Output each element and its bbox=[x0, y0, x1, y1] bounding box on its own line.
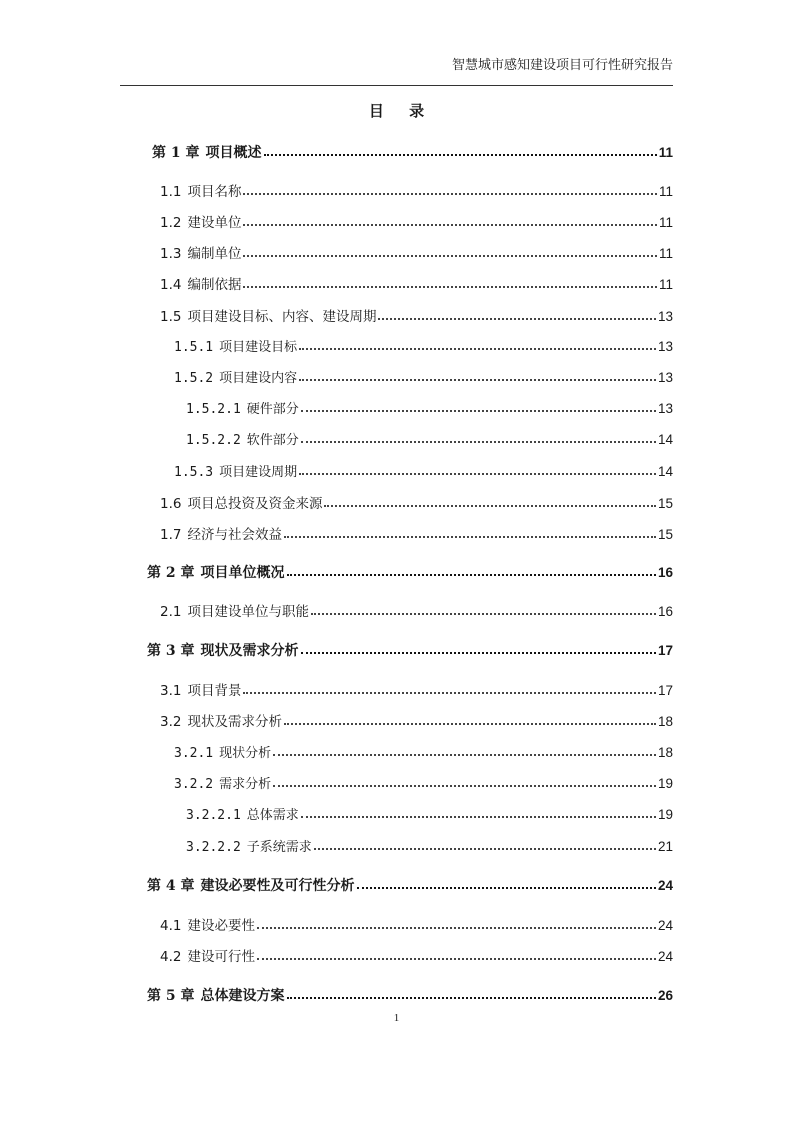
toc-entry-page: 18 bbox=[657, 745, 673, 760]
toc-entry-title: 现状及需求分析 bbox=[200, 643, 299, 659]
toc-entry-title: 子系统需求 bbox=[246, 840, 312, 855]
running-header bbox=[120, 55, 673, 86]
toc-entry[interactable] bbox=[152, 142, 673, 162]
dot-leader bbox=[299, 336, 656, 350]
toc-entry-page: 17 bbox=[657, 643, 673, 658]
toc-entry-label bbox=[174, 367, 297, 386]
toc-entry-number: 4.2 bbox=[160, 949, 182, 965]
toc-entry-page: 24 bbox=[657, 918, 673, 933]
toc-entry[interactable] bbox=[186, 804, 673, 824]
toc-entry-title: 建设必要性 bbox=[187, 918, 255, 934]
toc-entry-label bbox=[147, 562, 285, 582]
toc-entry-page: 19 bbox=[657, 807, 673, 822]
toc-entry-number: 4.1 bbox=[160, 918, 182, 934]
toc-entry-number: 1.5.2 bbox=[174, 371, 214, 386]
toc-entry-title: 项目单位概况 bbox=[200, 565, 285, 581]
toc-entry-label bbox=[186, 836, 312, 855]
toc-entry-title: 项目建设单位与职能 bbox=[187, 604, 309, 620]
page-number: 1 bbox=[393, 1012, 400, 1024]
dot-leader bbox=[287, 985, 656, 999]
dot-leader bbox=[273, 773, 656, 787]
toc-entry[interactable] bbox=[160, 305, 673, 325]
toc-entry-number: 2.1 bbox=[160, 604, 182, 620]
toc-entry[interactable] bbox=[186, 836, 673, 856]
toc-entry[interactable] bbox=[147, 985, 673, 1005]
toc-entry-number: 3.2.2 bbox=[174, 777, 214, 792]
dot-leader bbox=[273, 742, 656, 756]
dot-leader bbox=[243, 274, 657, 288]
dot-leader bbox=[257, 915, 656, 929]
toc-entry-number: 3.1 bbox=[160, 683, 182, 699]
toc-entry-title: 项目名称 bbox=[187, 184, 242, 200]
toc-entry[interactable] bbox=[160, 914, 673, 934]
toc-entry-title: 经济与社会效益 bbox=[187, 527, 282, 543]
toc-entry-page: 24 bbox=[657, 878, 673, 893]
toc-entry-label bbox=[147, 985, 285, 1005]
toc-entry-label bbox=[160, 523, 282, 543]
toc-entry-label bbox=[147, 640, 299, 660]
toc-entry-title: 项目总投资及资金来源 bbox=[187, 496, 323, 512]
toc-entry-title: 项目建设周期 bbox=[219, 465, 298, 480]
dot-leader bbox=[378, 306, 655, 320]
toc-entry-page: 11 bbox=[658, 277, 673, 292]
toc-entry-label bbox=[160, 679, 241, 699]
toc-entry[interactable] bbox=[160, 600, 673, 620]
toc-entry-title: 建设必要性及可行性分析 bbox=[200, 878, 355, 894]
toc-entry-label bbox=[147, 875, 355, 895]
toc-entry-number: 3.2.1 bbox=[174, 746, 214, 761]
toc-entry[interactable] bbox=[174, 742, 673, 762]
dot-leader bbox=[243, 680, 655, 694]
toc-entry-number: 1.7 bbox=[160, 527, 182, 543]
toc-entry[interactable] bbox=[174, 461, 673, 481]
toc-entry-page: 19 bbox=[657, 776, 673, 791]
toc-entry-page: 18 bbox=[657, 714, 673, 729]
toc-entry-title: 总体建设方案 bbox=[200, 988, 285, 1004]
toc-entry-number: 3.2 bbox=[160, 714, 182, 730]
toc-entry-label bbox=[160, 914, 255, 934]
dot-leader bbox=[299, 367, 656, 381]
dot-leader bbox=[301, 804, 656, 818]
toc-entry-page: 16 bbox=[657, 604, 673, 619]
toc-entry-title: 软件部分 bbox=[246, 433, 299, 448]
toc-entry-page: 11 bbox=[658, 246, 673, 261]
toc-entry-page: 13 bbox=[657, 339, 673, 354]
toc-entry[interactable] bbox=[160, 945, 673, 965]
dot-leader bbox=[301, 398, 656, 412]
toc-entry-title: 硬件部分 bbox=[246, 402, 299, 417]
dot-leader bbox=[257, 946, 656, 960]
toc-entry-number: 第 3 章 bbox=[147, 643, 195, 659]
toc-entry-number: 3.2.2.2 bbox=[186, 840, 241, 855]
dot-leader bbox=[311, 601, 656, 615]
toc-entry-title: 现状及需求分析 bbox=[187, 714, 282, 730]
toc-entry[interactable] bbox=[160, 211, 673, 231]
toc-entry-number: 第 1 章 bbox=[152, 145, 200, 161]
dot-leader bbox=[284, 524, 656, 538]
toc-entry-label bbox=[160, 305, 376, 325]
toc-entry[interactable] bbox=[160, 273, 673, 293]
dot-leader bbox=[243, 181, 657, 195]
toc-entry-page: 13 bbox=[657, 309, 673, 324]
dot-leader bbox=[264, 142, 657, 156]
toc-entry-label bbox=[186, 429, 299, 448]
toc-entry-page: 17 bbox=[657, 683, 673, 698]
toc-entry-page: 15 bbox=[657, 496, 673, 511]
toc-entry-title: 项目概述 bbox=[205, 145, 262, 161]
toc-entry[interactable] bbox=[160, 710, 673, 730]
toc-entry[interactable] bbox=[160, 242, 673, 262]
toc-entry-page: 15 bbox=[657, 527, 673, 542]
toc-entry-number: 1.4 bbox=[160, 277, 182, 293]
toc-entry[interactable] bbox=[160, 492, 673, 512]
toc-entry[interactable] bbox=[160, 679, 673, 699]
toc-entry-page: 14 bbox=[657, 432, 673, 447]
toc-entry-page: 21 bbox=[657, 839, 673, 854]
dot-leader bbox=[357, 875, 656, 889]
toc-entry-label bbox=[160, 242, 241, 262]
toc-entry[interactable] bbox=[160, 523, 673, 543]
toc-entry-label bbox=[174, 461, 297, 480]
toc-entry-number: 1.5.3 bbox=[174, 465, 214, 480]
toc-entry-number: 3.2.2.1 bbox=[186, 808, 241, 823]
toc-entry-label bbox=[174, 773, 271, 792]
toc-entry-title: 建设单位 bbox=[187, 215, 242, 231]
toc-entry-label bbox=[160, 600, 309, 620]
toc-entry-number: 1.5.2.2 bbox=[186, 433, 241, 448]
toc-entry-title: 需求分析 bbox=[219, 777, 272, 792]
toc-entry-number: 1.5.2.1 bbox=[186, 402, 241, 417]
toc-entry[interactable] bbox=[174, 367, 673, 387]
toc-entry-title: 项目建设目标、内容、建设周期 bbox=[187, 309, 377, 325]
toc-entry-page: 13 bbox=[657, 401, 673, 416]
dot-leader bbox=[299, 461, 656, 475]
toc-entry-page: 11 bbox=[658, 184, 673, 199]
toc-entry-number: 第 4 章 bbox=[147, 878, 195, 894]
toc-entry-number: 1.6 bbox=[160, 496, 182, 512]
toc-entry-page: 24 bbox=[657, 949, 673, 964]
toc-entry[interactable] bbox=[147, 875, 673, 895]
toc-entry-title: 项目背景 bbox=[187, 683, 242, 699]
dot-leader bbox=[324, 493, 655, 507]
toc-entry-title: 建设可行性 bbox=[187, 949, 255, 965]
toc-entry-title: 编制依据 bbox=[187, 277, 242, 293]
toc-entry-label bbox=[186, 398, 299, 417]
toc-entry-title: 现状分析 bbox=[219, 746, 272, 761]
toc-entry-number: 第 2 章 bbox=[147, 565, 195, 581]
toc-entry-number: 1.3 bbox=[160, 246, 182, 262]
toc-entry-title: 总体需求 bbox=[246, 808, 299, 823]
dot-leader bbox=[301, 429, 656, 443]
toc-entry[interactable] bbox=[174, 773, 673, 793]
toc-entry[interactable] bbox=[147, 640, 673, 660]
dot-leader bbox=[284, 711, 656, 725]
dot-leader bbox=[301, 640, 656, 654]
toc-entry-number: 1.1 bbox=[160, 184, 182, 200]
toc-entry-title: 项目建设内容 bbox=[219, 371, 298, 386]
toc-entry-page: 14 bbox=[657, 464, 673, 479]
toc-title: 目 录 bbox=[368, 102, 435, 120]
toc-entry-page: 16 bbox=[657, 565, 673, 580]
toc-entry[interactable] bbox=[160, 180, 673, 200]
toc-entry-page: 26 bbox=[657, 988, 673, 1003]
dot-leader bbox=[243, 212, 657, 226]
toc-entry[interactable] bbox=[147, 562, 673, 582]
toc-entry-label bbox=[160, 211, 241, 231]
toc-entry-label bbox=[160, 180, 241, 200]
dot-leader bbox=[243, 243, 657, 257]
toc-entry-label bbox=[174, 336, 297, 355]
toc-entry-page: 11 bbox=[658, 215, 673, 230]
toc-entry-number: 1.5 bbox=[160, 309, 182, 325]
toc-entry[interactable] bbox=[186, 398, 673, 418]
toc-entry-title: 编制单位 bbox=[187, 246, 242, 262]
toc-entry[interactable] bbox=[174, 336, 673, 356]
toc-entry-page: 11 bbox=[658, 145, 673, 160]
toc-entry-label bbox=[160, 273, 241, 293]
toc-entry-label bbox=[160, 710, 282, 730]
toc-entry[interactable] bbox=[186, 429, 673, 449]
toc-entry-number: 1.5.1 bbox=[174, 340, 214, 355]
toc-entry-number: 第 5 章 bbox=[147, 988, 195, 1004]
toc-entry-label bbox=[174, 742, 271, 761]
toc-entry-label bbox=[160, 945, 255, 965]
toc-entry-title: 项目建设目标 bbox=[219, 340, 298, 355]
report-title: 智慧城市感知建设项目可行性研究报告 bbox=[451, 58, 673, 73]
dot-leader bbox=[287, 562, 656, 576]
toc-entry-number: 1.2 bbox=[160, 215, 182, 231]
toc-entry-label bbox=[152, 142, 262, 162]
dot-leader bbox=[314, 836, 656, 850]
toc-entry-page: 13 bbox=[657, 370, 673, 385]
toc-entry-label bbox=[160, 492, 322, 512]
toc-entry-label bbox=[186, 804, 299, 823]
